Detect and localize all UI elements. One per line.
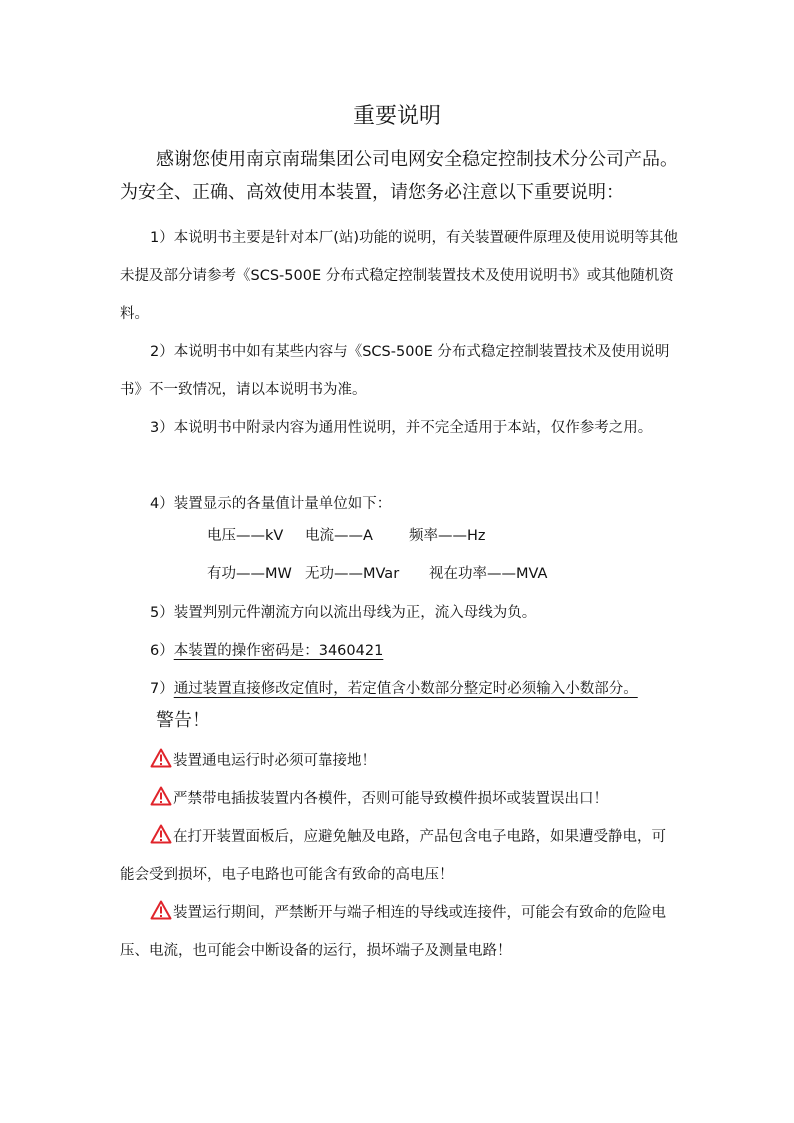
note-item-1: 1）本说明书主要是针对本厂(站)功能的说明，有关装置硬件原理及使用说明等其他未提及部分请参考《SCS-500E 分布式稳定控制装置技术及使用说明书》或其他随机资料。 (120, 230, 679, 322)
note-item-2: 2）本说明书中如有某些内容与《SCS-500E 分布式稳定控制装置技术及使用说明书》不一致情况，请以本说明书为准。 (120, 344, 670, 398)
note-item-7-number: 7） (150, 681, 174, 697)
unit-apparent-power: 视在功率——MVA (429, 566, 548, 582)
warning-text-3: 在打开装置面板后，应避免触及电路，产品包含电子电路，如果遭受静电，可能会受到损坏，电子电路也可能含有致命的高电压！ (120, 829, 666, 883)
warning-triangle-icon (150, 748, 172, 768)
unit-active-power: 有功——MW (207, 566, 292, 582)
note-item-6-number: 6） (150, 643, 174, 659)
unit-reactive-power: 无功——MVar (305, 566, 400, 582)
note-item-7 (120, 670, 680, 708)
warning-text-4: 装置运行期间，严禁断开与端子相连的导线或连接件，可能会有致命的危险电压、电流，也可能会中断设备的运行，损坏端子及测量电路！ (120, 905, 666, 959)
warning-text-2: 严禁带电插拔装置内各模件，否则可能导致模件损坏或装置误出口！ (173, 791, 608, 807)
unit-current: 电流——A (305, 528, 373, 544)
warning-triangle-icon (150, 824, 172, 844)
note-item-5: 5）装置判别元件潮流方向以流出母线为正，流入母线为负。 (150, 605, 537, 621)
operation-password-text: 本装置的操作密码是：3460421 (173, 643, 384, 659)
warning-item-1 (120, 742, 680, 780)
warning-item-3 (120, 818, 680, 894)
warning-item-2 (120, 780, 680, 818)
note-item-3: 3）本说明书中附录内容为通用性说明，并不完全适用于本站，仅作参考之用。 (150, 420, 653, 436)
decimal-setting-text: 通过装置直接修改定值时，若定值含小数部分整定时必须输入小数部分。 (173, 681, 638, 697)
unit-frequency: 频率——Hz (409, 528, 486, 544)
warning-item-4 (120, 894, 680, 970)
warning-text-1: 装置通电运行时必须可靠接地！ (173, 753, 376, 769)
warning-triangle-icon (150, 900, 172, 920)
warning-triangle-icon (150, 786, 172, 806)
warning-heading: 警告！ (156, 710, 210, 731)
note-item-4: 4）装置显示的各量值计量单位如下： (150, 496, 392, 512)
note-item-6 (120, 632, 680, 670)
unit-voltage: 电压——kV (207, 528, 284, 544)
page-title: 重要说明 (352, 104, 441, 129)
intro-paragraph: 感谢您使用南京南瑞集团公司电网安全稳定控制技术分公司产品。为安全、正确、高效使用本装置，请您务必注意以下重要说明： (120, 149, 678, 203)
